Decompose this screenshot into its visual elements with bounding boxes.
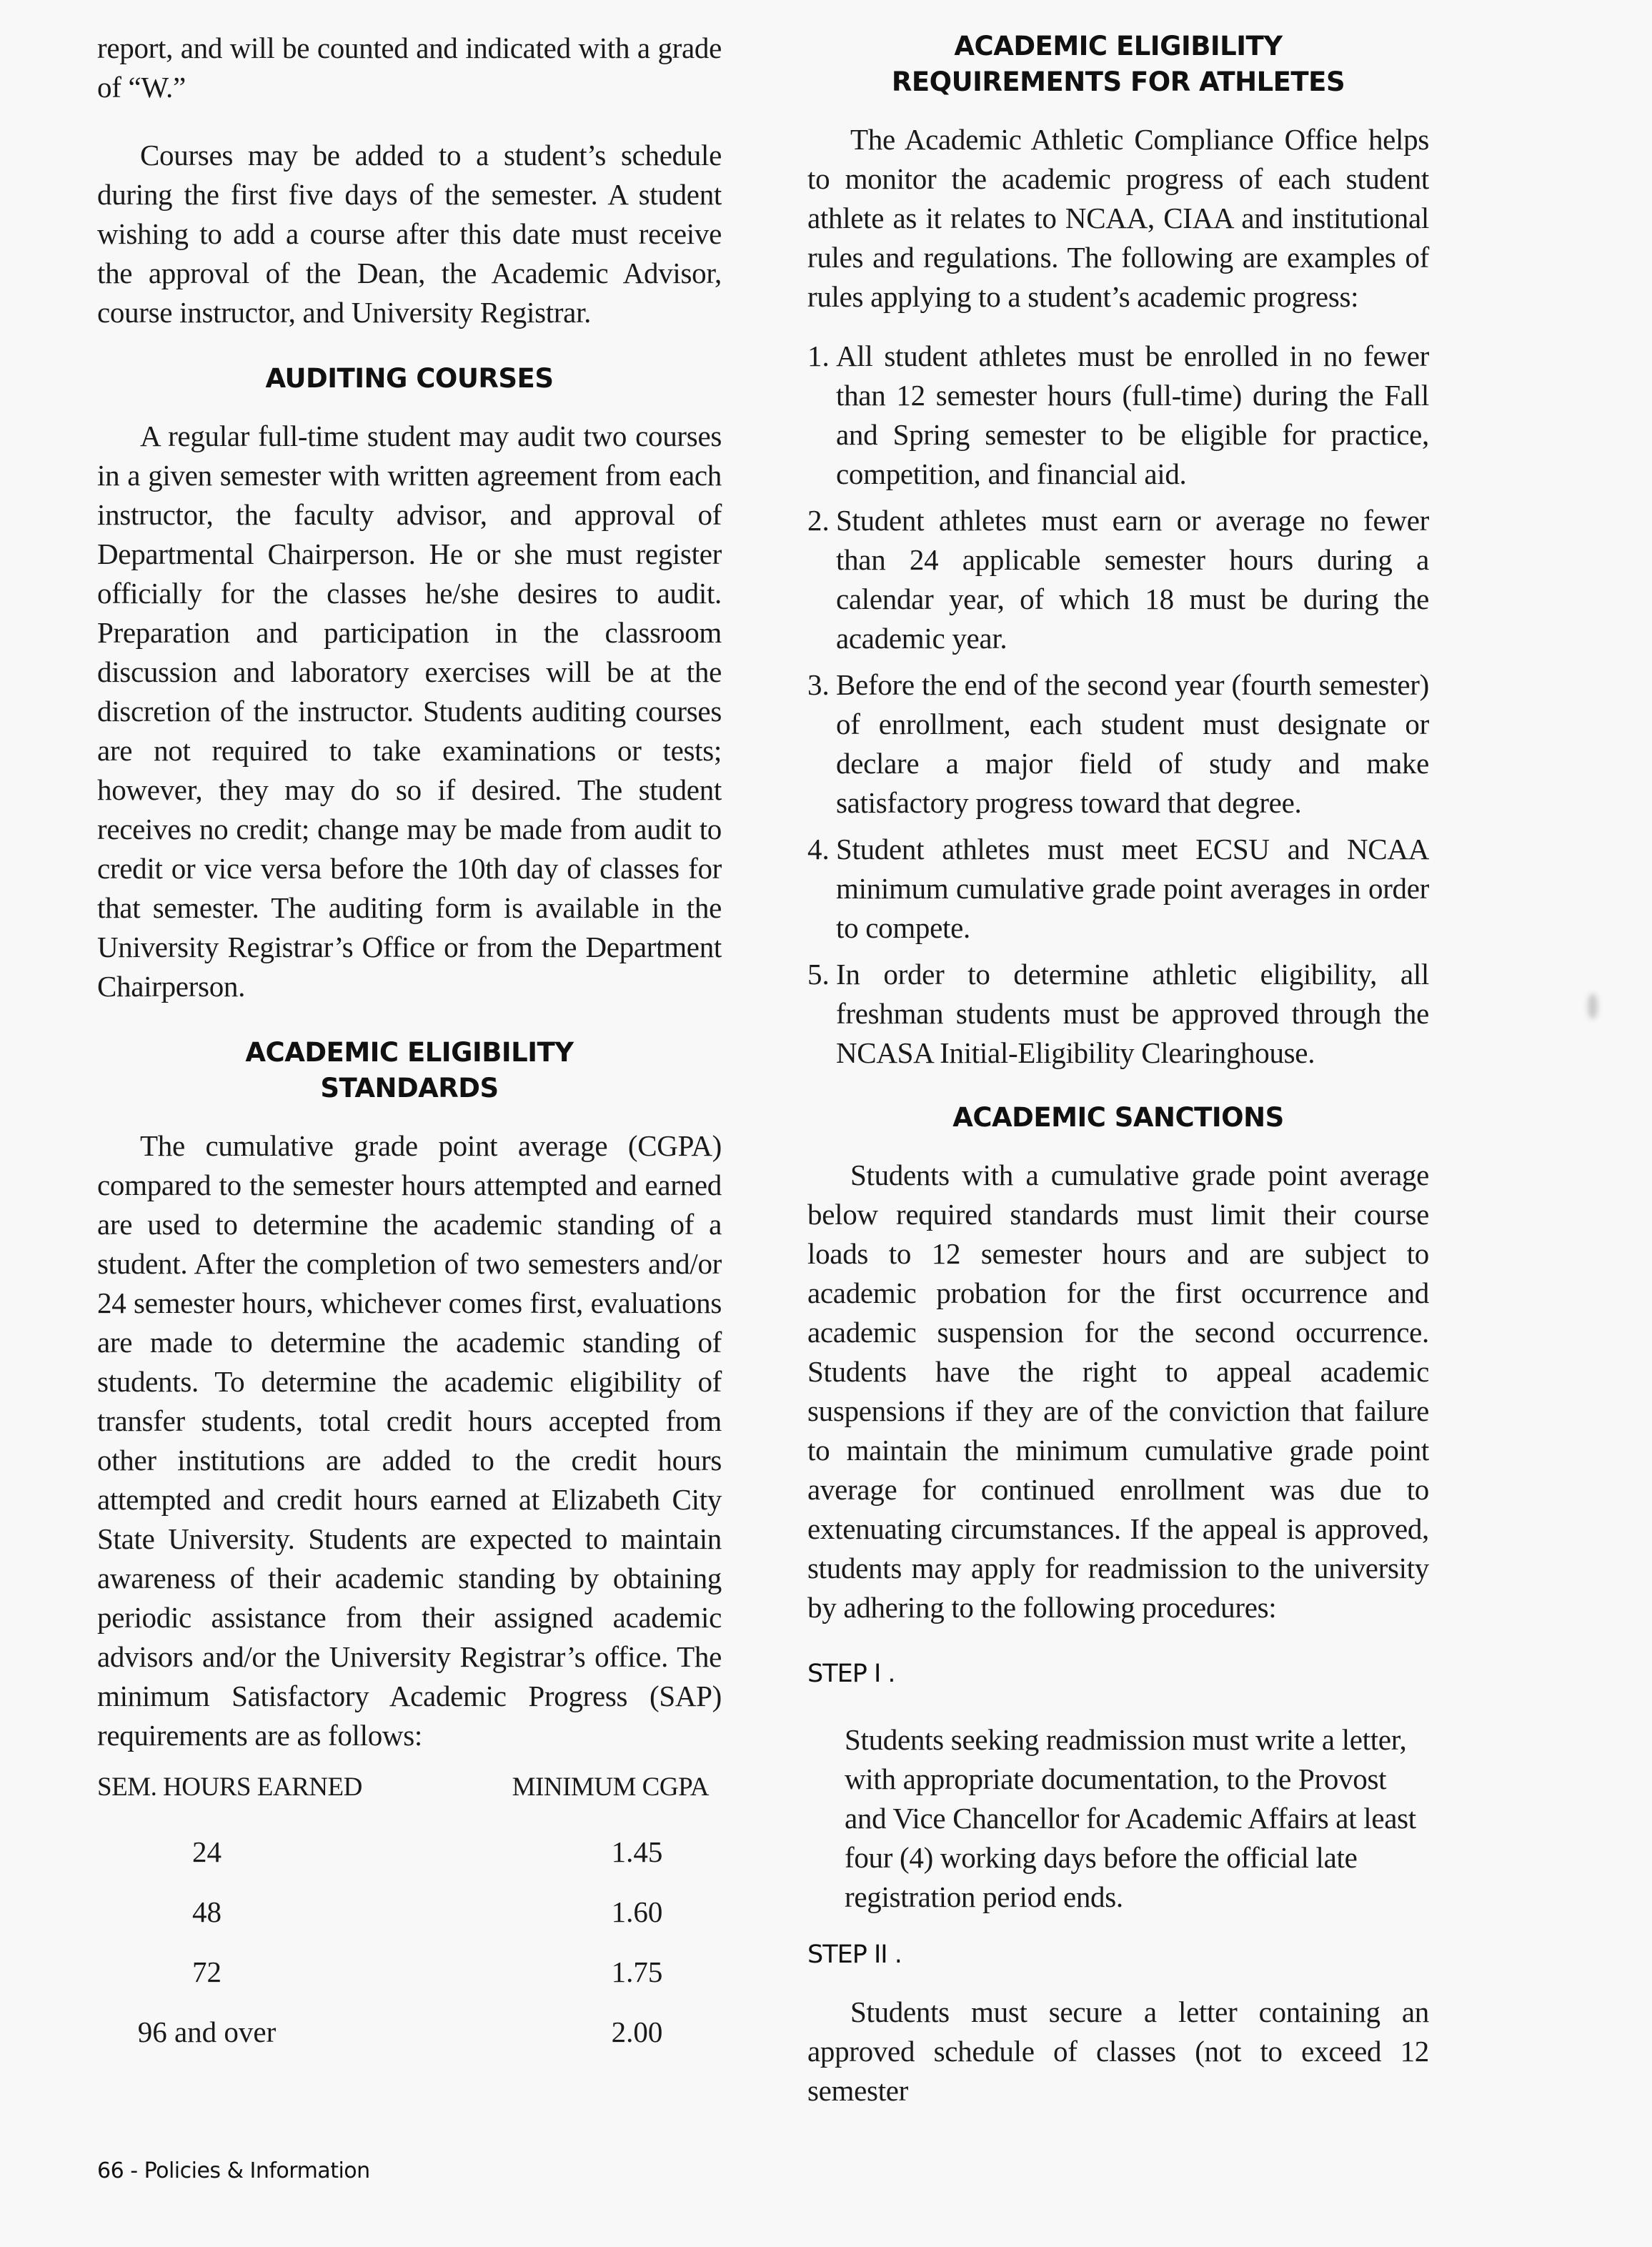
column-header-cgpa: MINIMUM CGPA bbox=[512, 1772, 709, 1802]
left-column bbox=[97, 29, 722, 2063]
auditing-courses-heading: AUDITING COURSES bbox=[265, 363, 554, 394]
heading-line: REQUIREMENTS FOR ATHLETES bbox=[891, 66, 1345, 97]
eligibility-standards-heading bbox=[97, 1035, 722, 1106]
step-two-text: Students must secure a letter containing an approved schedule of classes (not to exceed 12 semester bbox=[807, 1995, 1429, 2107]
list-number: 1. bbox=[807, 339, 830, 372]
eligibility-standards-paragraph: The cumulative grade point average (CGPA) compared to the semester hours attempted and earned are used to determine the academic standing of a student. After the completion of two semesters and/or 24 semester hours, whichever comes first, evaluations are made to determine the academic standing of students. To determine the academic eligibility of transfer students, total credit hours accepted from other institutions are added to the credit hours attempted and credit hours earned at Elizabeth City State University. Students are expected to maintain awareness of their academic standing by obtaining periodic assistance from their assigned academic advisors and/or the University Registrar’s office. The minimum Satisfactory Academic Progress (SAP) requirements are as follows: bbox=[97, 1129, 722, 1752]
list-item bbox=[807, 830, 1429, 948]
cgpa-cell: 2.00 bbox=[611, 2015, 663, 2048]
page-footer: 66 - Policies & Information bbox=[97, 2158, 370, 2183]
list-text: In order to determine athletic eligibility, all freshman students must be approved through the NCASA Initial-Eligibility Clearinghouse. bbox=[836, 958, 1429, 1069]
step-one-text: Students seeking readmission must write a letter, with appropriate documentation, to the Provost and Vice Chancellor for Academic Affairs at least four (4) working days before the official late registration period ends. bbox=[845, 1723, 1416, 1913]
list-number: 3. bbox=[807, 668, 830, 701]
list-item bbox=[807, 337, 1429, 494]
list-item bbox=[807, 665, 1429, 823]
table-header-row bbox=[97, 1770, 722, 1822]
heading-line: ACADEMIC ELIGIBILITY bbox=[954, 31, 1283, 61]
adding-courses-paragraph: Courses may be added to a student’s schedule during the first five days of the semester. A student wishing to add a course after this date must receive the approval of the Dean, the Academic Advisor, course instructor, and University Registrar. bbox=[97, 139, 722, 329]
cgpa-cell: 1.75 bbox=[611, 1955, 663, 1988]
list-number: 2. bbox=[807, 504, 830, 537]
table-row bbox=[97, 1822, 722, 1883]
list-text: Before the end of the second year (fourth semester) of enrollment, each student must designate or declare a major field of study and make satisfactory progress toward that degree. bbox=[836, 668, 1429, 819]
column-header-hours: SEM. HOURS EARNED bbox=[97, 1772, 362, 1802]
list-item bbox=[807, 501, 1429, 658]
list-text: Student athletes must earn or average no fewer than 24 applicable semester hours during a calendar year, of which 18 must be during the academic year. bbox=[836, 504, 1429, 655]
academic-sanctions-heading: ACADEMIC SANCTIONS bbox=[952, 1102, 1284, 1133]
hours-cell: 72 bbox=[192, 1955, 222, 1988]
table-row bbox=[97, 1883, 722, 1943]
list-text: Student athletes must meet ECSU and NCAA minimum cumulative grade point averages in order to compete. bbox=[836, 833, 1429, 944]
list-item bbox=[807, 955, 1429, 1073]
athletes-intro-paragraph: The Academic Athletic Compliance Office helps to monitor the academic progress of each student athlete as it relates to NCAA, CIAA and institutional rules and regulations. The following are examples of rules applying to a student’s academic progress: bbox=[807, 123, 1429, 313]
table-row bbox=[97, 2003, 722, 2063]
continuation-paragraph: report, and will be counted and indicated with a grade of “W.” bbox=[97, 31, 722, 104]
sap-requirements-table bbox=[97, 1770, 722, 2063]
auditing-courses-paragraph: A regular full-time student may audit two courses in a given semester with written agreement from each instructor, the faculty advisor, and approval of Departmental Chairperson. He or she must register officially for the classes he/she desires to audit. Preparation and participation in the classroom discussion and laboratory exercises will be at the discretion of the instructor. Students auditing courses are not required to take examinations or tests; however, they may do so if desired. The student receives no credit; change may be made from audit to credit or vice versa before the 10th day of classes for that semester. The auditing form is available in the University Registrar’s Office or from the Department Chairperson. bbox=[97, 420, 722, 1003]
list-text: All student athletes must be enrolled in no fewer than 12 semester hours (full-time) during the Fall and Spring semester to be eligible for practice, competition, and financial aid. bbox=[836, 339, 1429, 490]
heading-line: STANDARDS bbox=[320, 1073, 499, 1103]
step-two-label: STEP II . bbox=[807, 1940, 902, 1969]
table-row bbox=[97, 1943, 722, 2003]
list-number: 5. bbox=[807, 958, 830, 991]
hours-cell: 24 bbox=[192, 1835, 222, 1868]
cgpa-cell: 1.45 bbox=[611, 1835, 663, 1868]
hours-cell: 96 and over bbox=[137, 2015, 277, 2048]
cgpa-cell: 1.60 bbox=[611, 1895, 663, 1928]
academic-sanctions-paragraph: Students with a cumulative grade point average below required standards must limit their course loads to 12 semester hours and are subject to academic probation for the first occurrence and academic suspension for the second occurrence. Students have the right to appeal academic suspensions if they are of the conviction that failure to maintain the minimum cumulative grade point average for continued enrollment was due to extenuating circumstances. If the appeal is approved, students may apply for readmission to the university by adhering to the following procedures: bbox=[807, 1159, 1429, 1624]
list-number: 4. bbox=[807, 833, 830, 865]
hours-cell: 48 bbox=[192, 1895, 222, 1928]
step-one-label: STEP I . bbox=[807, 1660, 895, 1688]
heading-line: ACADEMIC ELIGIBILITY bbox=[245, 1037, 574, 1068]
scan-smudge-mark bbox=[1588, 993, 1598, 1019]
athlete-rules-list bbox=[807, 337, 1429, 1073]
right-column bbox=[807, 29, 1429, 2110]
athletes-requirements-heading bbox=[807, 29, 1429, 100]
